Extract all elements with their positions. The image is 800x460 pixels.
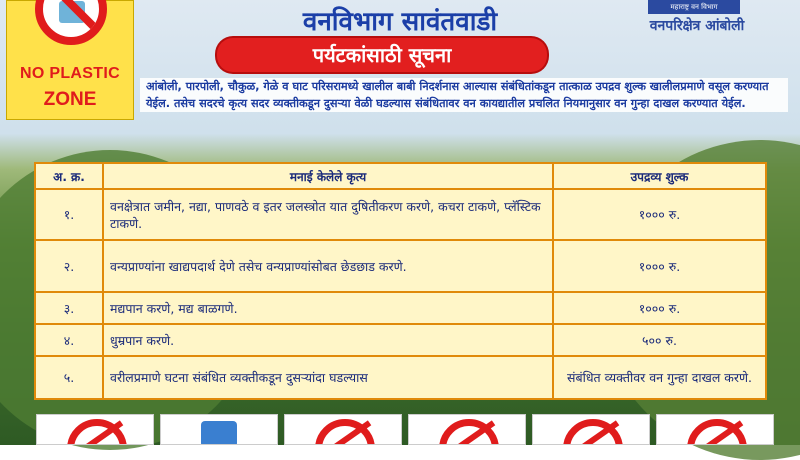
row-activity: मद्यपान करणे, मद्य बाळगणे. xyxy=(103,292,553,324)
row-serial: ३. xyxy=(35,292,103,324)
table-row xyxy=(35,189,766,240)
row-fee: १००० रु. xyxy=(553,189,766,240)
no-smoking-icon xyxy=(532,414,650,445)
page-title: वनविभाग सावंतवाडी xyxy=(302,7,498,37)
department-emblem xyxy=(648,0,740,14)
row-activity: वन्यप्राण्यांना खाद्यपदार्थ देणे तसेच वन्यप्राण्यांसोबत छेडछाड करणे. xyxy=(103,240,553,292)
table-header-row xyxy=(35,163,766,189)
no-plastic-zone-badge xyxy=(6,0,134,120)
no-feeding-icon xyxy=(284,414,402,445)
row-activity: वरीलप्रमाणे घटना संबंधित व्यक्तीकडून दुसऱ्यांदा घडल्यास xyxy=(103,356,553,399)
row-serial: २. xyxy=(35,240,103,292)
table-row xyxy=(35,292,766,324)
no-litter-icon xyxy=(656,414,774,445)
table-row xyxy=(35,240,766,292)
notice-text: आंबोली, पारपोली, चौकुळ, गेळे व घाट परिसरामध्ये खालील बाबी निदर्शनास आल्यास संबंधितांकडून तात्काळ उपद्रव शुल्क खालीलप्रमाणे वसूल करण्यात येईल. तसेच सदरचे कृत्य सदर व्यक्तीकडून दुसऱ्या वेळी घडल्यास संबंधितावर वन कायद्यातील प्रचलित नियमानुसार वन गुन्हा दाखल करण्यात येईल. xyxy=(140,78,788,112)
forest-zone-label: वनपरिक्षेत्र आंबोली xyxy=(649,18,745,34)
badge-line1: NO PLASTIC xyxy=(20,65,120,82)
header-serial: अ. क्र. xyxy=(35,163,103,189)
table-row xyxy=(35,356,766,399)
emblem-text: महाराष्ट्र वन विभाग xyxy=(670,3,718,11)
header-activity: मनाई केलेले कृत्य xyxy=(103,163,553,189)
table-row xyxy=(35,324,766,356)
no-plastic-bag-icon xyxy=(160,414,278,445)
prohibition-icons-strip xyxy=(36,414,776,445)
badge-line2: ZONE xyxy=(43,89,97,110)
row-serial: ४. xyxy=(35,324,103,356)
row-fee: संबंधित व्यक्तीवर वन गुन्हा दाखल करणे. xyxy=(553,356,766,399)
row-fee: १००० रु. xyxy=(553,240,766,292)
page-subtitle: पर्यटकांसाठी सूचना xyxy=(217,38,547,72)
no-plastic-icon xyxy=(35,0,107,45)
row-activity: धुम्रपान करणे. xyxy=(103,324,553,356)
row-activity: वनक्षेत्रात जमीन, नद्या, पाणवठे व इतर जलस्त्रोत यात दुषितीकरण करणे, कचरा टाकणे, प्लॅस्टिक टाकणे. xyxy=(103,189,553,240)
fine-table xyxy=(34,162,767,400)
header-fee: उपद्रव्य शुल्क xyxy=(553,163,766,189)
row-fee: ५०० रु. xyxy=(553,324,766,356)
no-alcohol-icon xyxy=(408,414,526,445)
row-fee: १००० रु. xyxy=(553,292,766,324)
no-food-icon xyxy=(36,414,154,445)
row-serial: १. xyxy=(35,189,103,240)
row-serial: ५. xyxy=(35,356,103,399)
